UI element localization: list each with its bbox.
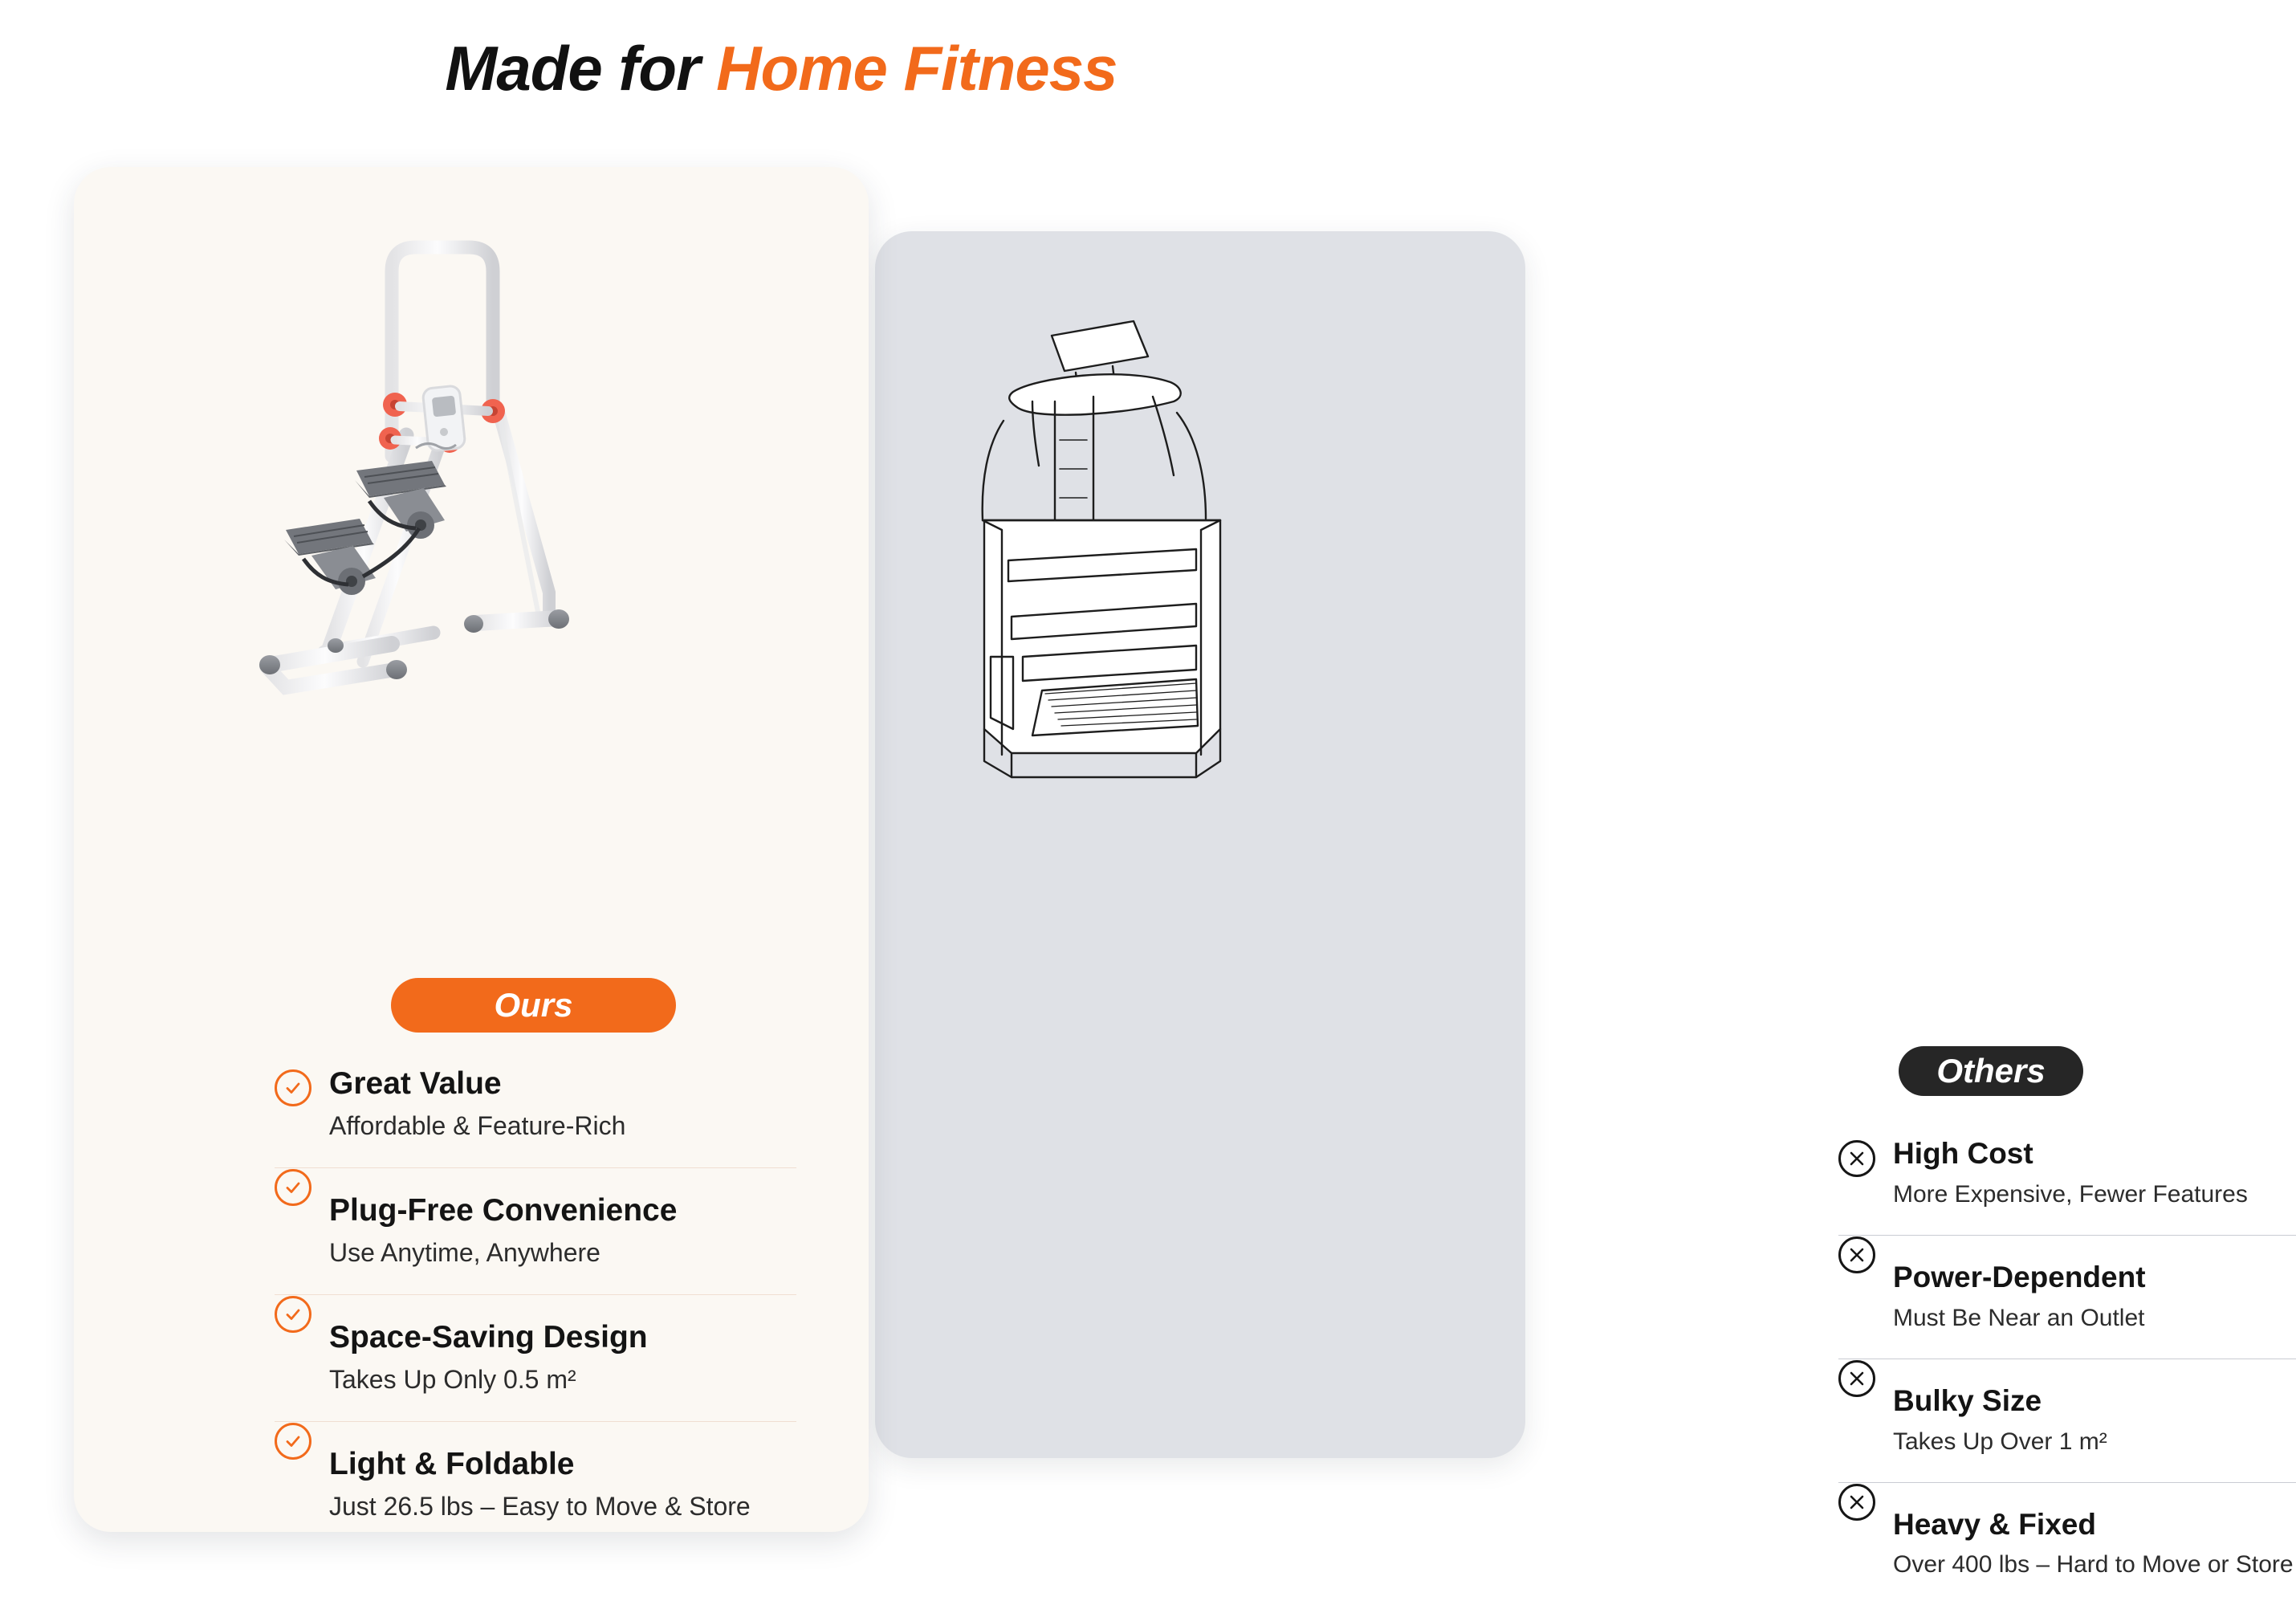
check-circle-icon bbox=[275, 1069, 311, 1106]
divider bbox=[275, 1294, 796, 1295]
cross-circle-icon bbox=[1838, 1140, 1875, 1177]
feature-subtitle: Over 400 lbs – Hard to Move or Store bbox=[1893, 1551, 2294, 1579]
feature-subtitle: Must Be Near an Outlet bbox=[1893, 1304, 2145, 1331]
others-badge-label: Others bbox=[1936, 1052, 2046, 1090]
divider bbox=[275, 1421, 796, 1422]
feature-subtitle: Takes Up Only 0.5 m² bbox=[329, 1365, 576, 1395]
feature-subtitle: More Expensive, Fewer Features bbox=[1893, 1180, 2248, 1208]
list-item bbox=[1838, 1359, 2296, 1482]
check-circle-icon bbox=[275, 1423, 311, 1460]
ours-card bbox=[74, 167, 869, 1532]
ours-feature-list bbox=[275, 1068, 796, 1549]
feature-title: High Cost bbox=[1893, 1137, 2033, 1170]
divider bbox=[1838, 1235, 2296, 1236]
feature-title: Plug-Free Convenience bbox=[329, 1193, 678, 1228]
others-badge bbox=[1899, 1046, 2083, 1096]
foldable-stair-stepper-illustration bbox=[234, 215, 708, 809]
list-item bbox=[275, 1167, 796, 1294]
others-card bbox=[875, 231, 2294, 1579]
check-circle-icon bbox=[275, 1296, 311, 1333]
cross-circle-icon bbox=[1838, 1360, 1875, 1397]
list-item bbox=[1838, 1139, 2296, 1235]
feature-subtitle: Affordable & Feature-Rich bbox=[329, 1110, 626, 1140]
page-title-plain: Made for bbox=[445, 33, 717, 104]
divider bbox=[275, 1167, 796, 1168]
ours-badge-label: Ours bbox=[494, 986, 573, 1024]
divider bbox=[1838, 1482, 2296, 1483]
feature-subtitle: Use Anytime, Anywhere bbox=[329, 1238, 600, 1268]
list-item bbox=[1838, 1235, 2296, 1359]
cross-circle-icon bbox=[1838, 1484, 1875, 1521]
feature-title: Light & Foldable bbox=[329, 1447, 575, 1482]
list-item bbox=[275, 1068, 796, 1167]
feature-title: Heavy & Fixed bbox=[1893, 1507, 2096, 1541]
feature-title: Space-Saving Design bbox=[329, 1320, 648, 1355]
list-item bbox=[275, 1294, 796, 1421]
list-item bbox=[1838, 1482, 2296, 1605]
list-item bbox=[275, 1421, 796, 1548]
page-title bbox=[0, 32, 1562, 105]
feature-subtitle: Takes Up Over 1 m² bbox=[1893, 1428, 2107, 1455]
others-feature-list bbox=[1838, 1139, 2296, 1605]
cross-circle-icon bbox=[1838, 1236, 1875, 1273]
feature-title: Great Value bbox=[329, 1066, 502, 1101]
ours-badge bbox=[391, 978, 676, 1033]
check-circle-icon bbox=[275, 1169, 311, 1206]
feature-title: Power-Dependent bbox=[1893, 1260, 2146, 1293]
feature-subtitle: Just 26.5 lbs – Easy to Move & Store bbox=[329, 1492, 751, 1521]
page-title-accent: Home Fitness bbox=[716, 33, 1117, 104]
commercial-stair-climber-line-drawing bbox=[955, 279, 1469, 809]
feature-title: Bulky Size bbox=[1893, 1383, 2042, 1417]
